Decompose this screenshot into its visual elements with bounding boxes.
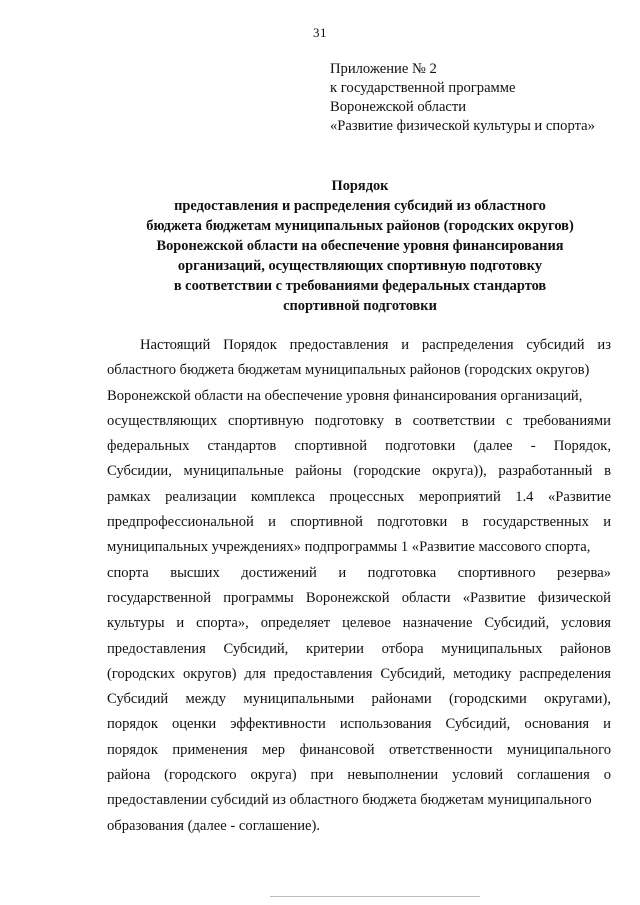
appendix-line: Приложение № 2 <box>330 61 437 77</box>
body-word: методику <box>453 665 512 682</box>
body-line <box>107 738 611 763</box>
page-number: 31 <box>313 25 327 40</box>
body-word: условия <box>561 615 611 632</box>
body-word: и <box>338 564 347 581</box>
body-word: Субсидий, <box>223 640 289 657</box>
body-word: 1.4 <box>515 488 534 505</box>
body-line <box>107 358 611 383</box>
appendix-line: к государственной программе <box>330 80 516 96</box>
body-word: Настоящий <box>140 337 211 353</box>
body-line <box>107 459 611 484</box>
body-word: резерва» <box>557 564 611 581</box>
body-line <box>107 712 611 737</box>
body-line <box>107 637 611 662</box>
body-word: государственной <box>107 589 212 606</box>
body-line <box>107 814 611 839</box>
body-word: округа)), <box>432 463 487 480</box>
body-line <box>107 586 611 611</box>
body-word: района <box>107 767 151 784</box>
body-word: муниципальных учреждениях» подпрограммы 1 «Развитие массового спорта, <box>107 539 591 556</box>
body-word: Субсидий, <box>484 615 550 632</box>
body-word: (городские <box>353 463 421 480</box>
body-word: предоставления <box>273 665 373 682</box>
body-word: порядок <box>107 716 158 733</box>
body-word: целевое <box>342 615 391 632</box>
body-word: соответствии <box>412 412 496 429</box>
body-line <box>107 687 611 712</box>
body-word: муниципальных <box>441 640 543 657</box>
body-word: федеральных <box>107 438 190 455</box>
body-word: распределения <box>421 337 514 353</box>
title-line: спортивной подготовки <box>283 298 437 314</box>
body-word: в <box>461 514 469 531</box>
body-word: спортивной <box>294 438 368 455</box>
body-word: мер <box>262 741 286 758</box>
body-word: между <box>185 691 227 708</box>
scan-edge-line <box>270 896 480 897</box>
body-word: «Развитие <box>547 488 611 505</box>
body-word: подготовки <box>385 438 456 455</box>
body-word: «Развитие <box>462 589 526 606</box>
body-line <box>107 535 611 560</box>
body-word: предоставлении субсидий из областного бюджета бюджетам муниципального <box>107 792 592 809</box>
body-word: - <box>530 438 536 455</box>
body-word: муниципальными <box>243 691 355 708</box>
body-word: невыполнении <box>347 767 439 784</box>
body-word: субсидий <box>526 337 585 353</box>
body-word: (далее <box>473 438 513 455</box>
body-line <box>107 333 611 358</box>
body-word: рамках <box>107 488 151 505</box>
body-word: порядок <box>107 741 158 758</box>
body-line <box>107 561 611 586</box>
body-word: предпрофессиональной <box>107 514 254 531</box>
body-word: Субсидии, <box>107 463 172 480</box>
body-word: критерии <box>306 640 364 657</box>
body-word: требованиями <box>523 412 611 429</box>
body-word: процессных <box>329 488 405 505</box>
body-word: физической <box>537 589 611 606</box>
body-word: программы <box>223 589 294 606</box>
body-word: для <box>244 665 266 682</box>
body-word: подготовку <box>314 412 385 429</box>
body-line <box>107 434 611 459</box>
body-word: достижений <box>241 564 317 581</box>
body-word: соглашения <box>516 767 590 784</box>
body-word: спортивную <box>227 412 304 429</box>
body-word: основания <box>524 716 590 733</box>
body-word: в <box>604 463 611 480</box>
body-word: мероприятий <box>418 488 501 505</box>
body-word: (городских <box>107 665 176 682</box>
body-word: культуры <box>107 615 165 632</box>
body-word: и <box>603 716 611 733</box>
body-word: определяет <box>260 615 331 632</box>
body-word: подготовки <box>377 514 448 531</box>
body-word: районов <box>560 640 611 657</box>
body-line <box>107 510 611 535</box>
body-word: в <box>394 412 402 429</box>
body-word: спорта», <box>196 615 249 632</box>
body-line <box>107 763 611 788</box>
body-word: условий <box>452 767 504 784</box>
body-word: и <box>268 514 276 531</box>
body-word: муниципальные <box>183 463 284 480</box>
body-word: и <box>176 615 185 632</box>
body-word: реализации <box>165 488 237 505</box>
body-word: Субсидий <box>107 691 169 708</box>
body-word: области <box>401 589 451 606</box>
body-word: спорта <box>107 564 149 581</box>
body-word: муниципального <box>506 741 611 758</box>
body-line <box>107 409 611 434</box>
title-line: в соответствии с требованиями федеральных стандартов <box>173 278 547 294</box>
body-word: Порядок, <box>553 438 611 455</box>
body-word: из <box>597 337 611 353</box>
body-word: Субсидий, <box>445 716 511 733</box>
body-line <box>107 485 611 510</box>
body-word: эффективности <box>230 716 326 733</box>
body-line <box>107 384 611 409</box>
body-word: Порядок <box>223 337 277 353</box>
body-word: назначение <box>402 615 473 632</box>
body-word: распределения <box>519 665 611 682</box>
body-word: округа) <box>250 767 297 784</box>
body-word: и <box>401 337 410 353</box>
appendix-line: «Развитие физической культуры и спорта» <box>330 118 595 134</box>
body-word: предоставления <box>107 640 206 657</box>
body-line <box>107 662 611 687</box>
body-word: округов) <box>182 665 237 682</box>
body-word: Воронежской области на обеспечение уровня финансирования организаций, <box>107 387 583 404</box>
body-word: районами <box>371 691 432 708</box>
body-word: финансовой <box>299 741 375 758</box>
body-word: с <box>505 412 513 429</box>
body-word: разработанный <box>498 463 593 480</box>
body-word: и <box>603 514 611 531</box>
body-word: Субсидий, <box>380 665 446 682</box>
title-line: бюджета бюджетам муниципальных районов (городских округов) <box>146 218 574 234</box>
body-word: государственных <box>482 514 589 531</box>
body-word: спортивной <box>290 514 363 531</box>
title-line: Порядок <box>331 178 389 194</box>
body-word: округами), <box>544 691 611 708</box>
body-paragraph <box>107 333 611 839</box>
body-word: подготовка <box>367 564 437 581</box>
body-word: стандартов <box>207 438 277 455</box>
body-word: образования (далее - соглашение). <box>107 817 321 834</box>
body-word: высших <box>170 564 220 581</box>
body-word: применения <box>172 741 248 758</box>
body-word: предоставления <box>289 337 389 353</box>
body-word: (городскими <box>449 691 527 708</box>
title-line: Воронежской области на обеспечение уровня финансирования <box>156 238 564 254</box>
body-word: ответственности <box>389 741 493 758</box>
appendix-header <box>330 60 630 136</box>
body-word: осуществляющих <box>107 412 218 429</box>
body-word: оценки <box>171 716 217 733</box>
body-word: спортивного <box>457 564 536 581</box>
body-word: (городского <box>164 767 237 784</box>
body-word: о <box>603 767 611 784</box>
body-word: использования <box>339 716 432 733</box>
title-line: предоставления и распределения субсидий из областного <box>174 198 546 214</box>
body-line <box>107 611 611 636</box>
body-word: при <box>310 767 334 784</box>
document-title <box>60 176 640 316</box>
body-word: областного бюджета бюджетам муниципальных районов (городских округов) <box>107 362 590 379</box>
appendix-line: Воронежской области <box>330 99 467 115</box>
body-word: Воронежской <box>305 589 390 606</box>
body-word: отбора <box>381 640 424 657</box>
title-line: организаций, осуществляющих спортивную подготовку <box>177 258 543 274</box>
body-word: комплекса <box>250 488 315 505</box>
body-word: районы <box>295 463 342 480</box>
body-line <box>107 788 611 813</box>
